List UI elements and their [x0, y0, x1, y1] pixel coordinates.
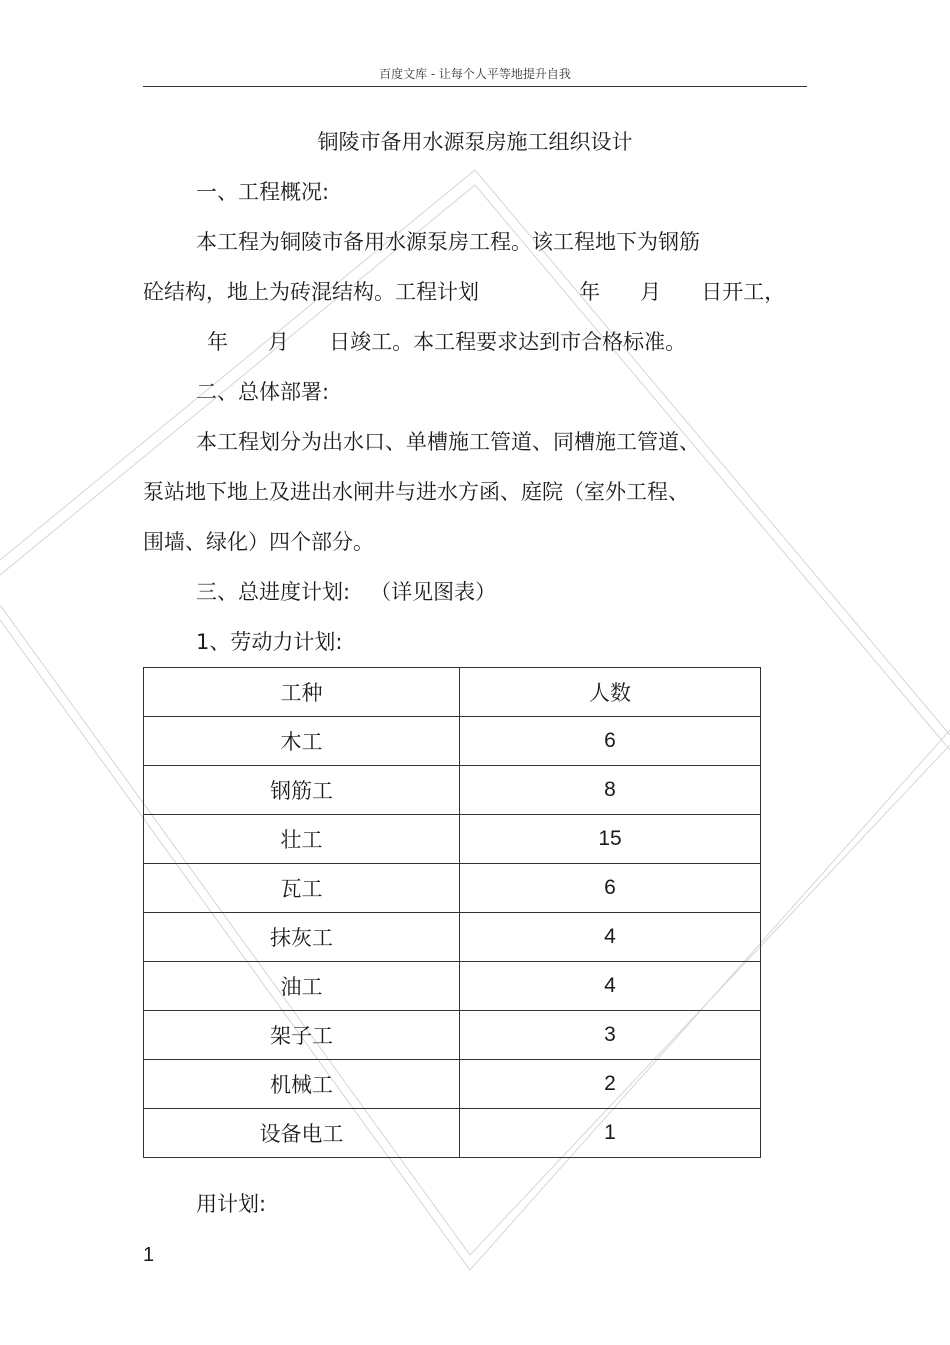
trade-cell: 钢筋工 [144, 766, 460, 815]
column-header-trade: 工种 [144, 668, 460, 717]
count-cell: 2 [460, 1060, 761, 1109]
count-cell: 6 [460, 717, 761, 766]
trade-cell: 壮工 [144, 815, 460, 864]
labor-plan-table [143, 667, 761, 1158]
page-number: 1 [143, 1244, 155, 1266]
column-header-count: 人数 [460, 668, 761, 717]
table-row [144, 1109, 761, 1158]
table-row [144, 913, 761, 962]
count-cell: 4 [460, 913, 761, 962]
trade-cell: 架子工 [144, 1011, 460, 1060]
section3-heading: 三、总进度计划: （详见图表） [196, 580, 497, 604]
section2-heading: 二、总体部署: [196, 380, 330, 404]
table-header-row [144, 668, 761, 717]
section1-paragraph-line1: 本工程为铜陵市备用水源泵房工程。该工程地下为钢筋 [196, 230, 700, 254]
table-row [144, 864, 761, 913]
page-header: 百度文库 - 让每个人平等地提升自我 [143, 64, 807, 87]
trade-cell: 瓦工 [144, 864, 460, 913]
section2-paragraph-line2: 泵站地下地上及进出水闸井与进水方函、庭院（室外工程、 [143, 480, 689, 504]
labor-plan-heading: 1、劳动力计划: [196, 630, 343, 654]
section1-paragraph-line2: 砼结构，地上为砖混结构。工程计划 年 月 日开工， [143, 280, 786, 304]
table-row [144, 962, 761, 1011]
table-row [144, 1011, 761, 1060]
count-cell: 8 [460, 766, 761, 815]
section1-heading: 一、工程概况: [196, 180, 330, 204]
count-cell: 4 [460, 962, 761, 1011]
count-cell: 3 [460, 1011, 761, 1060]
trade-cell: 抹灰工 [144, 913, 460, 962]
usage-plan-heading: 用计划: [196, 1192, 267, 1216]
table-row [144, 1060, 761, 1109]
count-cell: 6 [460, 864, 761, 913]
section2-paragraph-line1: 本工程划分为出水口、单槽施工管道、同槽施工管道、 [196, 430, 700, 454]
table-row [144, 717, 761, 766]
trade-cell: 油工 [144, 962, 460, 1011]
count-cell: 15 [460, 815, 761, 864]
trade-cell: 木工 [144, 717, 460, 766]
table-row [144, 766, 761, 815]
document-title: 铜陵市备用水源泵房施工组织设计 [317, 130, 633, 154]
trade-cell: 设备电工 [144, 1109, 460, 1158]
section2-paragraph-line3: 围墙、绿化）四个部分。 [143, 530, 374, 554]
table-row [144, 815, 761, 864]
section1-paragraph-line3: 年 月 日竣工。本工程要求达到市合格标准。 [207, 330, 687, 354]
trade-cell: 机械工 [144, 1060, 460, 1109]
count-cell: 1 [460, 1109, 761, 1158]
